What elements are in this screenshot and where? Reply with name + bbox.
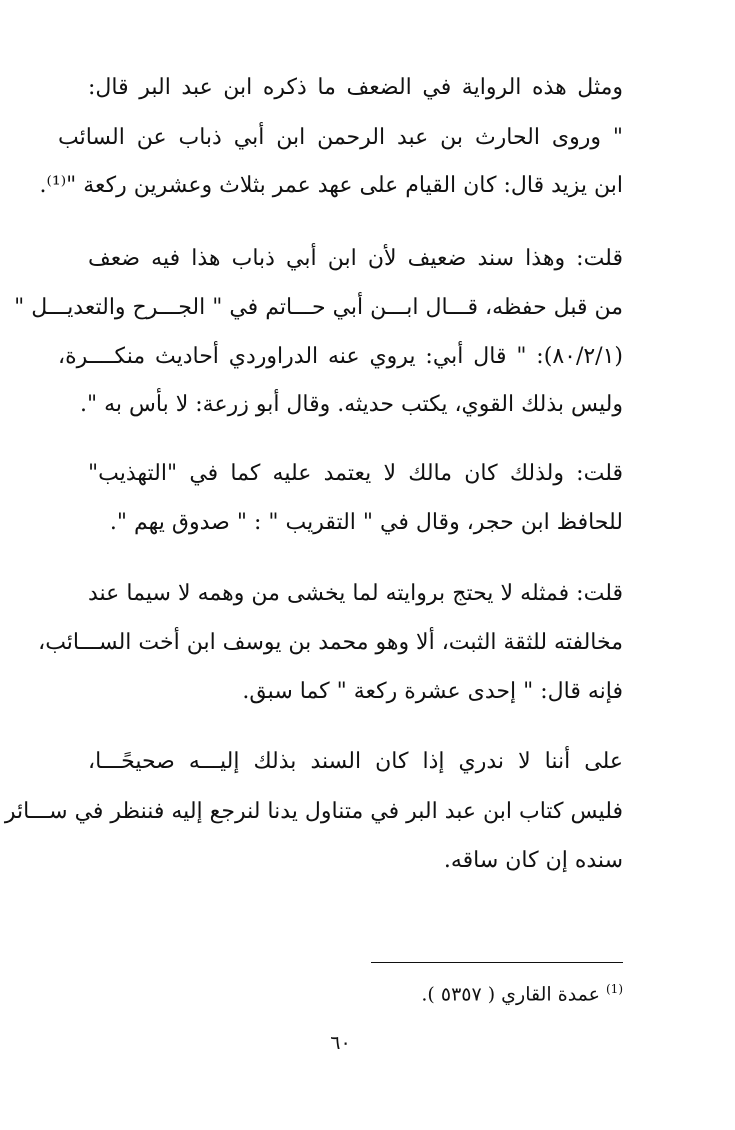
footnote-separator [371,962,623,963]
footnote-text: عمدة القاري ( ٥٣٥٧ ). [421,983,600,1006]
paragraph-2-line-4: وليس بذلك القوي، يكتب حديثه. وقال أبو زرعة: لا بأس به ". [80,392,623,417]
paragraph-5-line-1: على أننا لا ندري إذا كان السند بذلك إليـــه صحيحًـــا، [88,749,623,774]
paragraph-5-line-2: فليس كتاب ابن عبد البر في متناول يدنا لنرجع إليه فننظر في ســـائر [4,799,623,824]
paragraph-4-line-3: فإنه قال: " إحدى عشرة ركعة " كما سبق. [242,679,623,704]
paragraph-2-line-1: قلت: وهذا سند ضعيف لأن ابن أبي ذباب هذا فيه ضعف [88,246,623,271]
paragraph-3-line-1: قلت: ولذلك كان مالك لا يعتمد عليه كما في "التهذيب" [88,461,623,486]
footnote [421,975,623,1008]
book-page [4,0,623,1130]
footnote-marker: (1) [605,982,623,996]
paragraph-2-line-2: من قبل حفظه، قـــال ابـــن أبي حـــاتم في " الجـــرح والتعديـــل " [14,295,623,320]
paragraph-3-line-2: للحافظ ابن حجر، وقال في " التقريب " : " صدوق يهم ". [109,510,623,535]
paragraph-5-line-3: سنده إن كان ساقه. [443,848,623,873]
paragraph-4-line-1: قلت: فمثله لا يحتج بروايته لما يخشى من وهمه لا سيما عند [88,581,623,606]
paragraph-1-line-1: ومثل هذه الرواية في الضعف ما ذكره ابن عبد البر قال: [88,75,623,100]
paragraph-4-line-2: مخالفته للثقة الثبت، ألا وهو محمد بن يوسف ابن أخت الســـائب، [38,630,623,655]
paragraph-1-line-2: " وروى الحارث بن عبد الرحمن ابن أبي ذباب عن السائب [58,125,623,150]
paragraph-1-line-3: ابن يزيد قال: كان القيام على عهد عمر بثلاث وعشرين ركعة "⁽¹⁾. [39,173,623,198]
paragraph-2-line-3: (٨٠/٢/١): " قال أبي: يروي عنه الدراوردي أحاديث منكــــرة، [58,344,623,369]
page-number: ٦٠ [330,1032,351,1054]
